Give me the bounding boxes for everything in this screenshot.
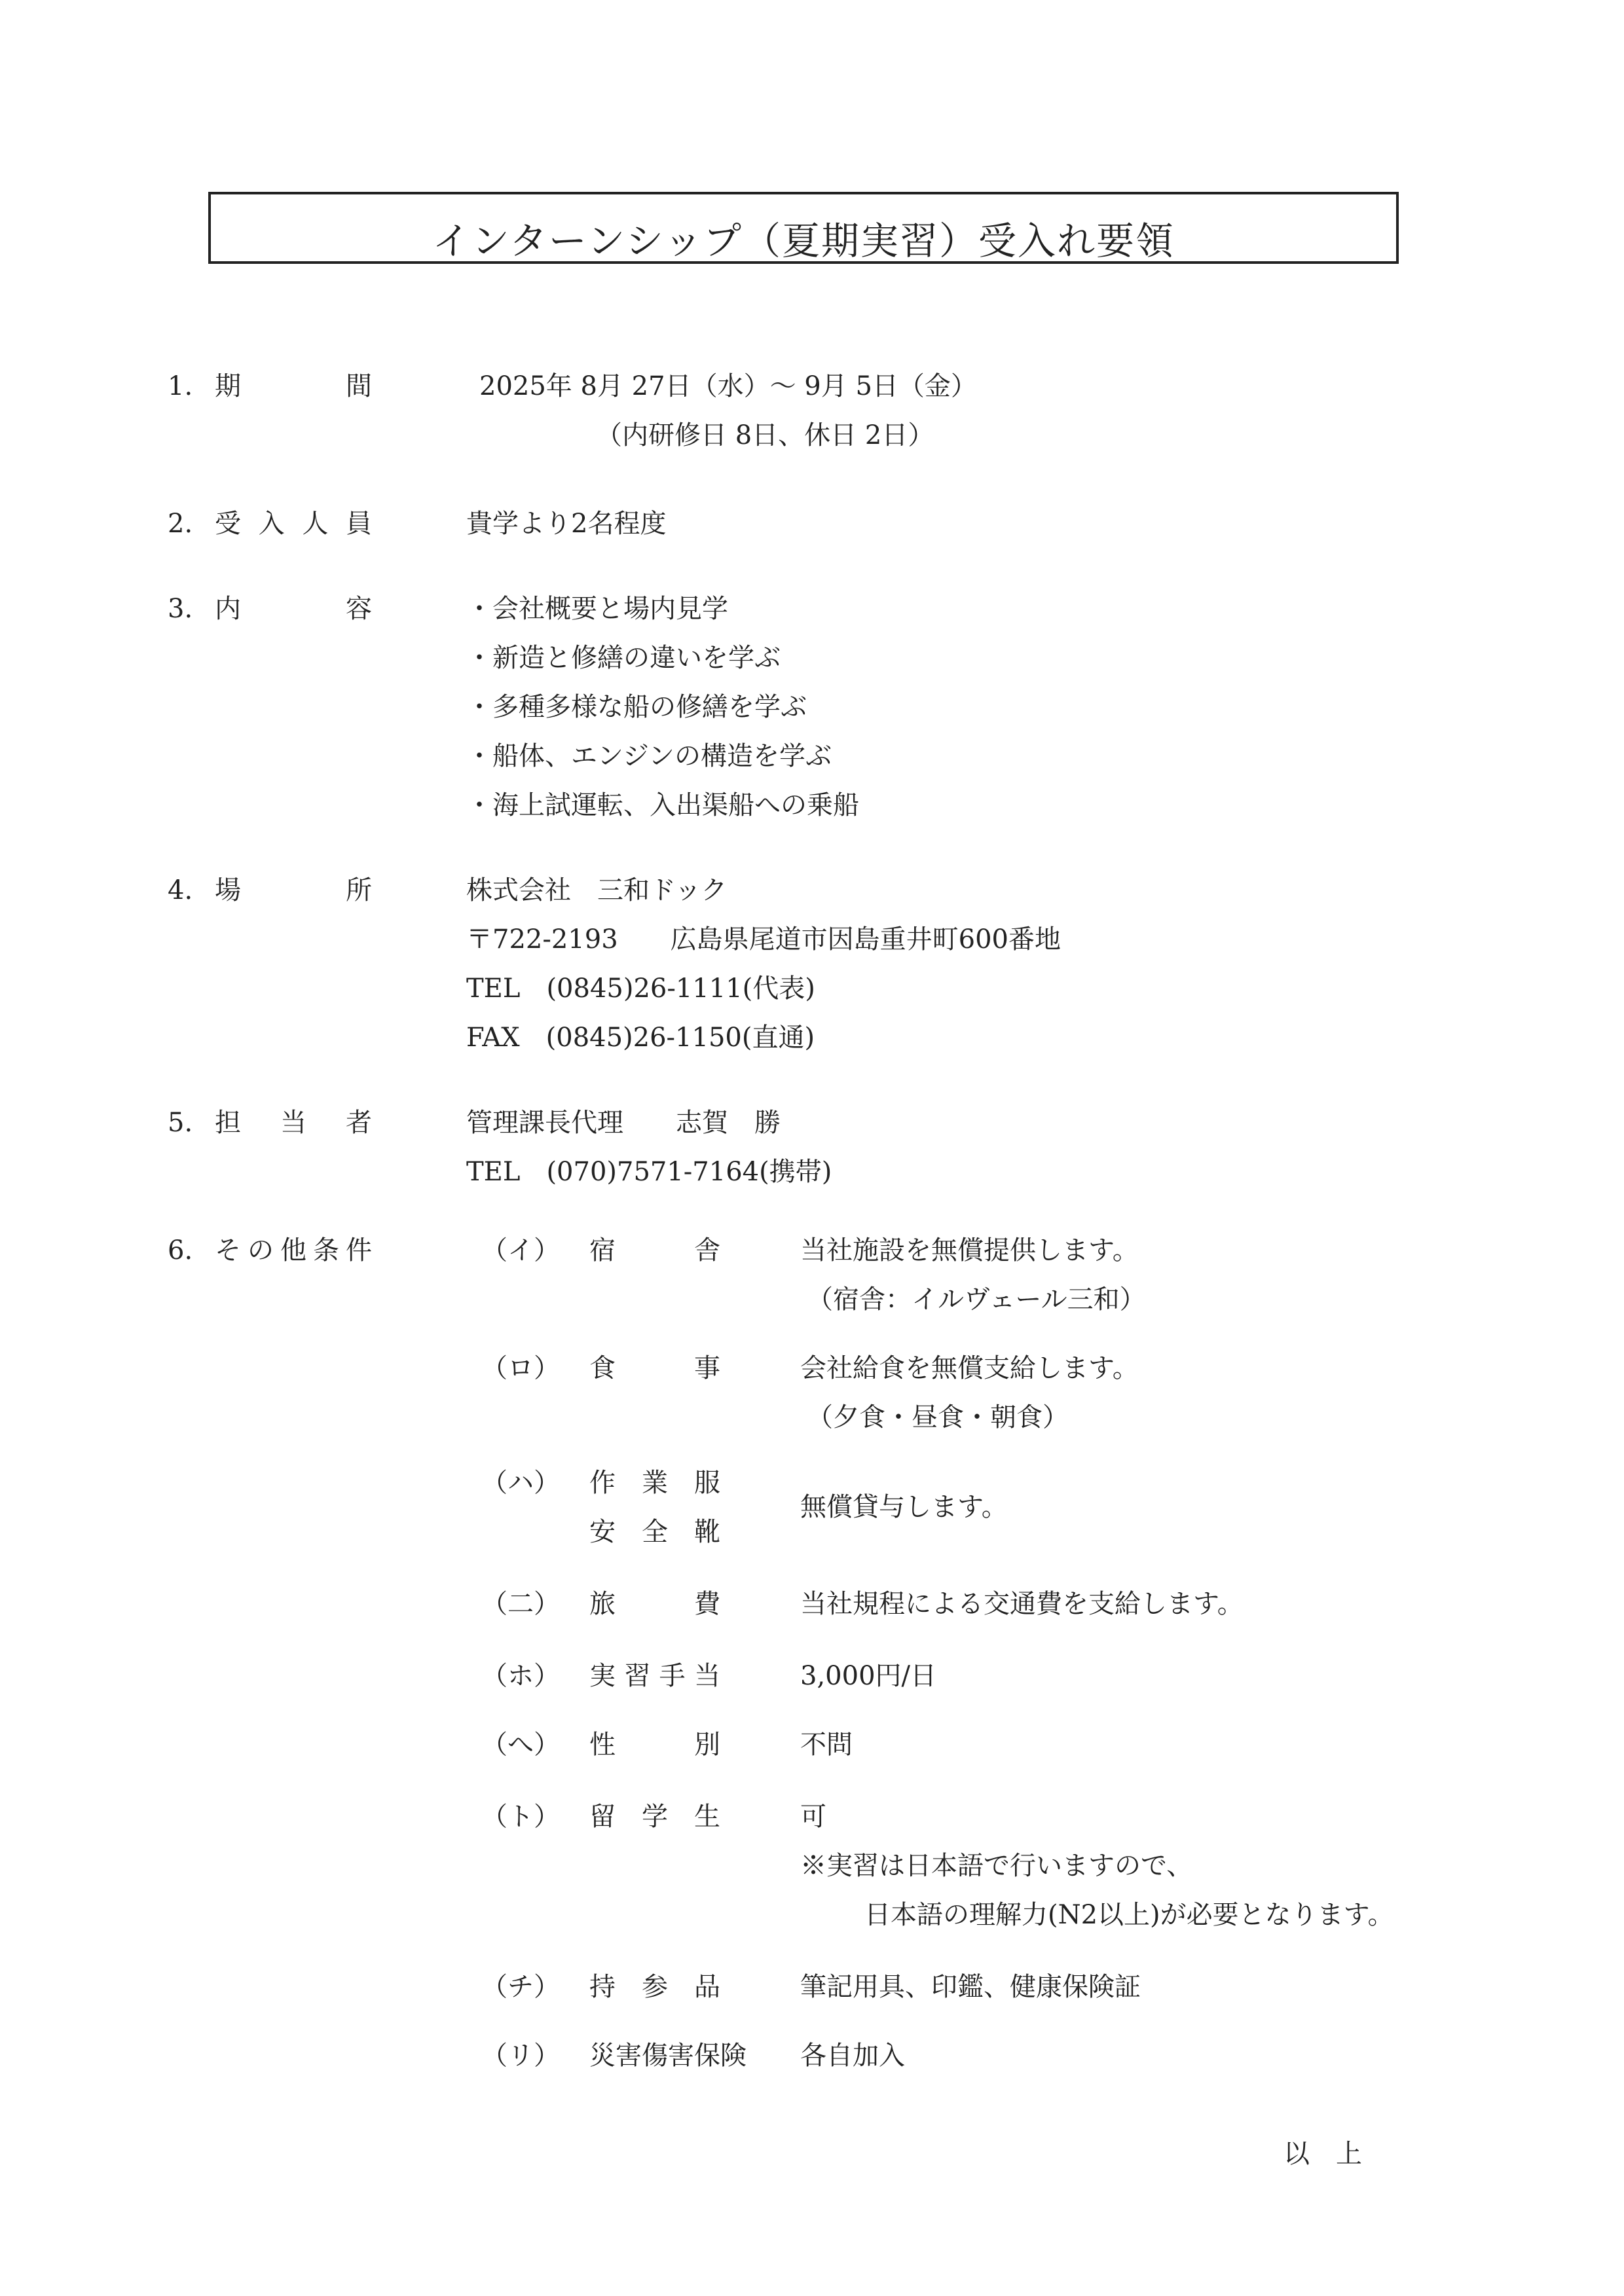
company-fax: FAX (0845)26-1150(直通) [466,1023,815,1053]
section-3-item: ・船体、エンジンの構造を学ぶ [466,741,832,771]
condition-mark: （ト） [481,1802,560,1832]
condition-mark: （二） [481,1589,560,1619]
section-3-item: ・会社概要と場内見学 [466,594,728,624]
condition-mark: （ホ） [481,1661,560,1691]
condition-value: 筆記用具、印鑑、健康保険証 [800,1972,1141,2002]
condition-mark: （リ） [481,2041,560,2071]
contact-tel: TEL (070)7571-7164(携帯) [466,1157,832,1187]
section-4-number: 4. [168,875,193,905]
title-box [208,192,1399,264]
condition-value: 可 [800,1802,826,1832]
condition-mark: （チ） [481,1972,560,2002]
condition-value: 当社規程による交通費を支給します。 [800,1589,1244,1619]
section-1-label: 期 間 [215,371,372,401]
condition-mark: （イ） [481,1235,560,1266]
section-3-label: 内 容 [215,594,372,624]
condition-value: 当社施設を無償提供します。 [800,1235,1139,1266]
condition-note: （夕食・昼食・朝食） [807,1402,1069,1432]
section-6-label: そ の 他 条 件 [215,1235,372,1266]
section-3-number: 3. [168,594,193,624]
condition-value: 各自加入 [800,2041,905,2071]
section-4-label: 場 所 [215,875,372,905]
company-tel: TEL (0845)26-1111(代表) [466,974,815,1004]
condition-label: 宿 舎 [589,1235,720,1266]
contact-person: 管理課長代理 志賀 勝 [466,1108,781,1138]
condition-label: 旅 費 [589,1589,720,1619]
section-3-item: ・海上試運転、入出渠船への乗船 [466,790,859,820]
section-1-note: （内研修日 8日、休日 2日） [596,420,934,450]
condition-label: 作 業 服 [589,1468,720,1498]
condition-mark: （ハ） [481,1468,560,1498]
closing-mark: 以 上 [1283,2139,1362,2169]
section-2-content: 貴学より2名程度 [466,509,667,539]
condition-label: 留 学 生 [589,1802,720,1832]
condition-note: ※実習は日本語で行いますので、 [800,1851,1193,1881]
condition-note: （宿舎：イルヴェール三和） [807,1285,1146,1315]
condition-mark: （ロ） [481,1353,560,1383]
condition-note: 日本語の理解力(N2以上)が必要となります。 [864,1900,1394,1930]
section-3-item: ・新造と修繕の違いを学ぶ [466,643,781,673]
condition-value: 会社給食を無償支給します。 [800,1353,1139,1383]
condition-label: 食 事 [589,1353,720,1383]
section-6-number: 6. [168,1235,193,1266]
section-3-item: ・多種多様な船の修繕を学ぶ [466,692,807,722]
condition-label: 実 習 手 当 [589,1661,720,1691]
condition-mark: （へ） [481,1730,560,1760]
condition-label: 持 参 品 [589,1972,720,2002]
condition-label: 安 全 靴 [589,1517,720,1547]
section-5-label: 担 当 者 [215,1108,372,1138]
condition-value: 不問 [800,1730,853,1760]
section-1-period: 2025年 8月 27日（水）～ 9月 5日（金） [479,371,977,401]
document-title: インターンシップ（夏期実習）受入れ要領 [432,219,1175,263]
section-2-number: 2. [168,509,193,539]
section-5-number: 5. [168,1108,193,1138]
condition-value: 3,000円/日 [800,1661,936,1691]
company-address: 〒722-2193 広島県尾道市因島重井町600番地 [466,924,1061,955]
condition-label: 性 別 [589,1730,720,1760]
condition-label: 災害傷害保険 [589,2041,747,2071]
section-2-label: 受 入 人 員 [215,509,372,539]
section-1-number: 1. [168,371,193,401]
company-name: 株式会社 三和ドック [466,875,728,905]
condition-value: 無償貸与します。 [800,1492,1008,1522]
